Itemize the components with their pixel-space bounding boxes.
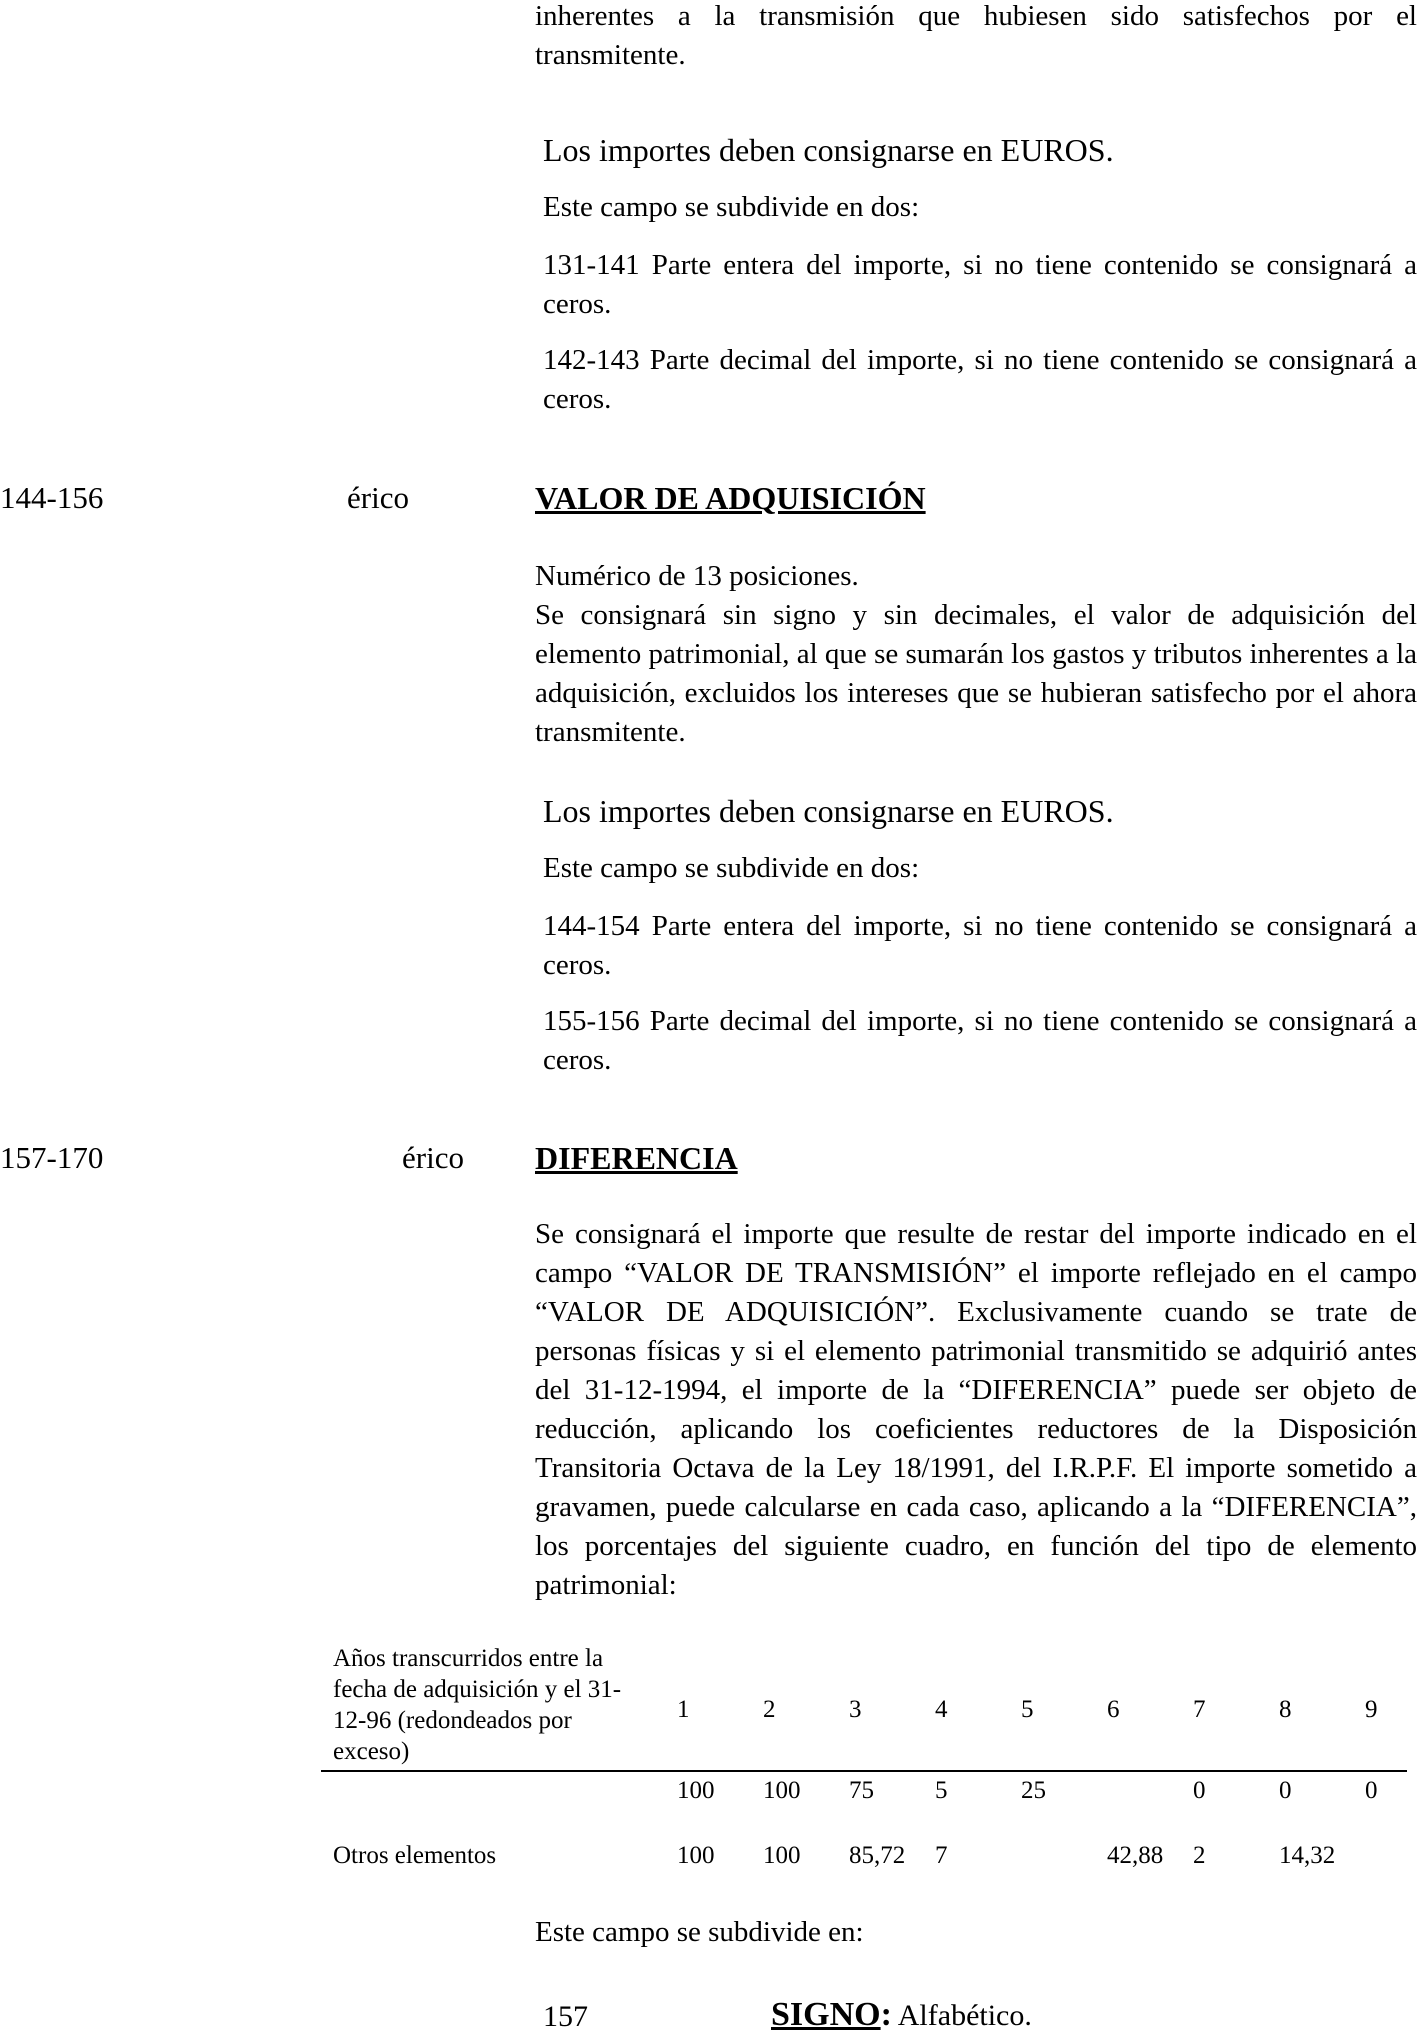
subfield-entera: 131-141 Parte entera del importe, si no tiene contenido se consignará a ceros. (543, 249, 1417, 320)
row-label: Otros elementos (333, 1842, 497, 1869)
subfield-decimal: 155-156 Parte decimal del importe, si no tiene contenido se consignará a ceros. (543, 1005, 1417, 1076)
table-header-label: Años transcurridos entre la fecha de adquisición y el 31-12-96 (redondeados por exceso) (333, 1645, 622, 1765)
section-heading: DIFERENCIA (535, 1140, 738, 1176)
table-cell: 75 (849, 1777, 874, 1804)
table-column-header: 4 (935, 1696, 948, 1723)
subfield-decimal: 142-143 Parte decimal del importe, si no tiene contenido se consignará a ceros. (543, 344, 1417, 415)
field-type: érico (347, 480, 409, 515)
table-column-header: 8 (1279, 1696, 1292, 1723)
section-description: Se consignará sin signo y sin decimales, el valor de adquisición del elemento patrimonial, al que se sumarán los gastos y tributos inherentes a la adquisición, excluidos los intereses que se hubieran satisfecho por el ahora transmitente. (535, 599, 1417, 748)
signo-position: 157 (543, 2000, 588, 2033)
table-column-header: 7 (1193, 1696, 1206, 1723)
euros-note: Los importes deben consignarse en EUROS. (543, 793, 1114, 829)
table-cell: 25 (1021, 1777, 1046, 1804)
table-column-header: 3 (849, 1696, 862, 1723)
field-position: 144-156 (0, 480, 104, 515)
numeric-length: Numérico de 13 posiciones. (535, 560, 859, 592)
signo-label: SIGNO (771, 1996, 881, 2033)
signo-value: Alfabético. (891, 1999, 1032, 2032)
section-heading: VALOR DE ADQUISICIÓN (535, 480, 926, 516)
table-cell: 7 (935, 1842, 948, 1869)
table-column-header: 5 (1021, 1696, 1034, 1723)
table-cell: 14,32 (1279, 1842, 1336, 1869)
table-cell: 42,88 (1107, 1842, 1164, 1869)
table-column-header: 6 (1107, 1696, 1120, 1723)
subdivide-note: Este campo se subdivide en dos: (543, 191, 920, 223)
subdivide-note: Este campo se subdivide en dos: (543, 852, 920, 884)
table-column-header: 2 (763, 1696, 776, 1723)
table-cell: 85,72 (849, 1842, 906, 1869)
table-column-header: 1 (677, 1696, 690, 1723)
table-cell: 2 (1193, 1842, 1206, 1869)
table-cell: 100 (763, 1842, 801, 1869)
field-position: 157-170 (0, 1140, 104, 1175)
table-cell: 100 (677, 1842, 715, 1869)
euros-note: Los importes deben consignarse en EUROS. (543, 132, 1114, 168)
field-type: érico (402, 1140, 464, 1175)
section-description: Se consignará el importe que resulte de restar del importe indicado en el campo “VALOR DE TRANSMISIÓN” el importe reflejado en el campo “VALOR DE ADQUISICIÓN”. Exclusivamente cuando se trate de personas físicas y si el elemento patrimonial transmitido se adquirió antes del 31-12-1994, el importe de la “DIFERENCIA” puede ser objeto de reducción, aplicando los coeficientes reductores de la Disposición Transitoria Octava de la Ley 18/1991, del I.R.P.F. El importe sometido a gravamen, puede calcularse en cada caso, aplicando a la “DIFERENCIA”, los porcentajes del siguiente cuadro, en función del tipo de elemento patrimonial: (535, 1218, 1417, 1601)
signo-colon: : (880, 1996, 892, 2033)
subfield-entera: 144-154 Parte entera del importe, si no tiene contenido se consignará a ceros. (543, 910, 1417, 981)
subdivide-note: Este campo se subdivide en: (535, 1916, 864, 1948)
table-divider (321, 1770, 1407, 1772)
table-cell: 100 (677, 1777, 715, 1804)
table-cell: 0 (1279, 1777, 1292, 1804)
table-column-header: 9 (1365, 1696, 1378, 1723)
table-cell: 0 (1365, 1777, 1378, 1804)
table-cell: 5 (935, 1777, 948, 1804)
signo-field (771, 1995, 1032, 2036)
table-cell: 0 (1193, 1777, 1206, 1804)
paragraph-transmision-cont: inherentes a la transmisión que hubiesen sido satisfechos por el transmitente. (535, 0, 1417, 71)
table-cell: 100 (763, 1777, 801, 1804)
